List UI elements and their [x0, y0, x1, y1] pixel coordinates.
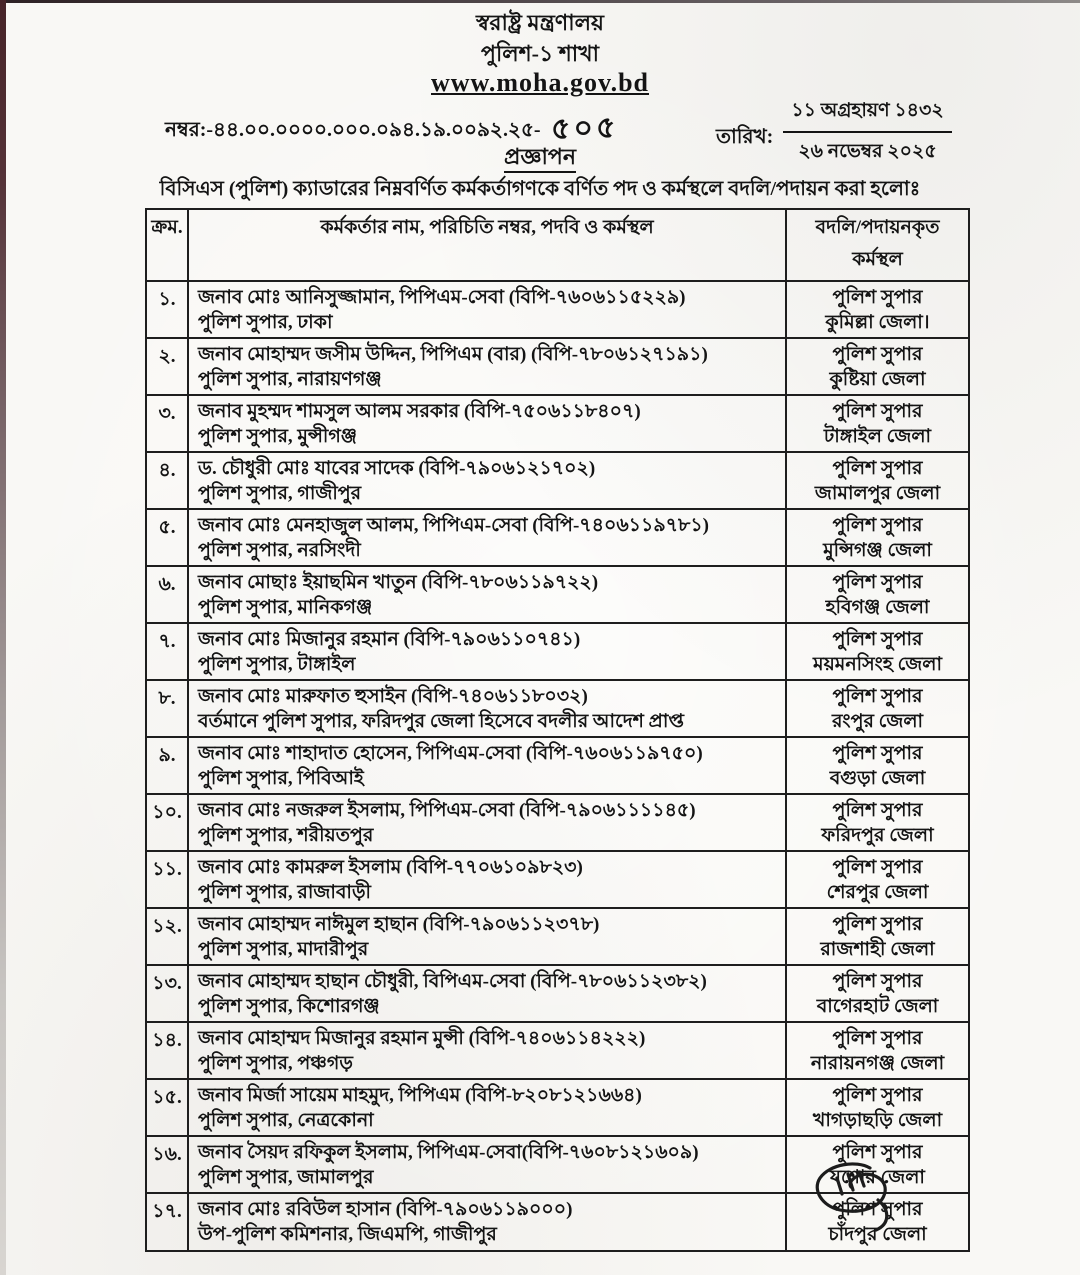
date-bangla: ১১ অগ্রহায়ণ ১৪৩২: [783, 96, 951, 133]
table-row: [146, 281, 969, 338]
serial-cell: ২.: [146, 338, 188, 395]
dest-post-line: পুলিশ সুপার: [832, 515, 923, 536]
officer-name-line: জনাব মোঃ শাহাদাত হোসেন, পিপিএম-সেবা (বিপি-৭৬০৬১১৯৭৫০): [198, 743, 703, 764]
serial-cell: ৪.: [146, 452, 188, 509]
officer-name-line: ড. চৌধুরী মোঃ যাবের সাদেক (বিপি-৭৯০৬১২১৭০২): [198, 458, 596, 479]
dest-post-line: পুলিশ সুপার: [832, 800, 923, 821]
officer-cell: [188, 452, 786, 509]
officer-name-line: জনাব মোহাম্মদ নাঈমুল হাছান (বিপি-৭৯০৬১১২৩৭৮): [198, 914, 600, 935]
officer-cell: [188, 1079, 786, 1136]
officer-cell: [188, 1022, 786, 1079]
dest-district-line: নারায়নগঞ্জ জেলা: [810, 1053, 945, 1074]
notification-title: প্রজ্ঞাপন: [504, 144, 576, 173]
serial-cell: ১৭.: [146, 1193, 188, 1251]
officer-cell: [188, 395, 786, 452]
table-row: [146, 908, 969, 965]
officer-cell: [188, 680, 786, 737]
officer-name-line: জনাব মোঃ মেনহাজুল আলম, পিপিএম-সেবা (বিপি-৭৪০৬১১৯৭৮১): [198, 515, 709, 536]
signature-scribble-icon: [806, 1158, 906, 1240]
table-header-row: [146, 209, 969, 281]
serial-cell: ১৩.: [146, 965, 188, 1022]
officer-name-line: জনাব মোঃ মিজানুর রহমান (বিপি-৭৯০৬১১০৭৪১): [198, 629, 581, 650]
serial-cell: ৮.: [146, 680, 188, 737]
table-row: [146, 395, 969, 452]
destination-cell: [786, 1022, 969, 1079]
officer-cell: [188, 737, 786, 794]
date-gregorian: ২৬ নভেম্বর ২০২৫: [798, 141, 937, 162]
table-row: [146, 680, 969, 737]
serial-cell: ১২.: [146, 908, 188, 965]
officer-name-line: জনাব মোঃ আনিসুজ্জামান, পিপিএম-সেবা (বিপি-৭৬০৬১১৫২২৯): [198, 287, 686, 308]
serial-cell: ১৪.: [146, 1022, 188, 1079]
officer-post-line: বর্তমানে পুলিশ সুপার, ফরিদপুর জেলা হিসেবে বদলীর আদেশ প্রাপ্ত: [198, 711, 684, 732]
dest-post-line: পুলিশ সুপার: [832, 401, 923, 422]
officer-name-line: জনাব মোছাঃ ইয়াছমিন খাতুন (বিপি-৭৮০৬১১৯৭২২): [198, 572, 599, 593]
table-row: [146, 737, 969, 794]
dest-district-line: যশোর জেলা: [830, 1167, 925, 1188]
officer-post-line: পুলিশ সুপার, রাজাবাড়ী: [198, 882, 371, 903]
table-row: [146, 1022, 969, 1079]
officer-post-line: পুলিশ সুপার, নেত্রকোনা: [198, 1110, 374, 1131]
officer-post-line: পুলিশ সুপার, ঢাকা: [198, 312, 333, 333]
destination-cell: [786, 338, 969, 395]
destination-cell: [786, 737, 969, 794]
officer-post-line: পুলিশ সুপার, শরীয়তপুর: [198, 825, 374, 846]
dest-district-line: কুষ্টিয়া জেলা: [829, 369, 926, 390]
destination-cell: [786, 566, 969, 623]
dest-post-line: পুলিশ সুপার: [832, 971, 923, 992]
officer-cell: [188, 509, 786, 566]
destination-cell: [786, 680, 969, 737]
officer-cell: [188, 338, 786, 395]
transfer-table: [145, 208, 970, 1252]
table-row: [146, 851, 969, 908]
officer-name-line: জনাব মোঃ নজরুল ইসলাম, পিপিএম-সেবা (বিপি-৭৯০৬১১১১৪৫): [198, 800, 696, 821]
officer-name-line: জনাব মোহাম্মদ জসীম উদ্দিন, পিপিএম (বার) (বিপি-৭৮০৬১২৭১৯১): [198, 344, 708, 365]
officer-cell: [188, 1136, 786, 1193]
dest-district-line: বাগেরহাট জেলা: [816, 996, 939, 1017]
destination-cell: [786, 395, 969, 452]
officer-name-line: জনাব মোঃ কামরুল ইসলাম (বিপি-৭৭০৬১০৯৮২৩): [198, 857, 583, 878]
destination-cell: [786, 851, 969, 908]
dest-post-line: পুলিশ সুপার: [832, 287, 923, 308]
officer-post-line: পুলিশ সুপার, টাঙ্গাইল: [198, 654, 356, 675]
dest-district-line: রাজশাহী জেলা: [820, 939, 935, 960]
officer-cell: [188, 908, 786, 965]
serial-cell: ১৫.: [146, 1079, 188, 1136]
memo-number-handwritten: ৫০৫: [550, 111, 619, 146]
ministry-name: স্বরাষ্ট্র মন্ত্রণালয়: [476, 10, 604, 35]
officer-post-line: পুলিশ সুপার, জামালপুর: [198, 1167, 374, 1188]
dest-district-line: শেরপুর জেলা: [826, 882, 929, 903]
destination-cell: [786, 452, 969, 509]
dest-post-line: পুলিশ সুপার: [832, 629, 923, 650]
officer-post-line: উপ-পুলিশ কমিশনার, জিএমপি, গাজীপুর: [198, 1224, 497, 1245]
table-row: [146, 566, 969, 623]
officer-name-line: জনাব মোহাম্মদ মিজানুর রহমান মুন্সী (বিপি-৭৪০৬১১৪২২২): [198, 1028, 646, 1049]
destination-cell: [786, 794, 969, 851]
dest-district-line: টাঙ্গাইল জেলা: [823, 426, 932, 447]
officer-post-line: পুলিশ সুপার, মানিকগঞ্জ: [198, 597, 373, 618]
officer-post-line: পুলিশ সুপার, নারায়ণগঞ্জ: [198, 369, 382, 390]
officer-name-line: জনাব মোঃ রবিউল হাসান (বিপি-৭৯০৬১১৯০০০): [198, 1199, 573, 1220]
officer-post-line: পুলিশ সুপার, মুন্সীগঞ্জ: [198, 426, 358, 447]
officer-post-line: পুলিশ সুপার, কিশোরগঞ্জ: [198, 996, 380, 1017]
dest-district-line: ফরিদপুর জেলা: [821, 825, 934, 846]
destination-cell: [786, 908, 969, 965]
branch-name: পুলিশ-১ শাখা: [481, 41, 599, 66]
date-label: তারিখ:: [716, 126, 774, 148]
serial-cell: ৫.: [146, 509, 188, 566]
dest-district-line: ময়মনসিংহ জেলা: [813, 654, 942, 675]
table-row: [146, 965, 969, 1022]
serial-cell: ১১.: [146, 851, 188, 908]
officer-post-line: পুলিশ সুপার, নরসিংদী: [198, 540, 361, 561]
table-row: [146, 509, 969, 566]
dest-post-line: পুলিশ সুপার: [832, 1085, 923, 1106]
officer-name-line: জনাব মোহাম্মদ হাছান চৌধুরী, বিপিএম-সেবা (বিপি-৭৮০৬১১২৩৮২): [198, 971, 707, 992]
officer-cell: [188, 851, 786, 908]
officer-cell: [188, 281, 786, 338]
dest-district-line: মুন্সিগঞ্জ জেলা: [823, 540, 932, 561]
dest-post-line: পুলিশ সুপার: [832, 1199, 923, 1220]
officer-name-line: জনাব মোঃ মারুফাত হুসাইন (বিপি-৭৪০৬১১৮০৩২): [198, 686, 588, 707]
col-header-detail: কর্মকর্তার নাম, পরিচিতি নম্বর, পদবি ও কর্মস্থল: [188, 209, 786, 281]
dest-post-line: পুলিশ সুপার: [832, 857, 923, 878]
dest-post-line: পুলিশ সুপার: [832, 686, 923, 707]
serial-cell: ১.: [146, 281, 188, 338]
destination-cell: [786, 281, 969, 338]
serial-cell: ৬.: [146, 566, 188, 623]
officer-post-line: পুলিশ সুপার, পঞ্চগড়: [198, 1053, 353, 1074]
officer-name-line: জনাব মুহম্মদ শামসুল আলম সরকার (বিপি-৭৫০৬১১৮৪০৭): [198, 401, 641, 422]
dest-district-line: বগুড়া জেলা: [829, 768, 926, 789]
dest-district-line: হবিগঞ্জ জেলা: [825, 597, 930, 618]
dest-post-line: পুলিশ সুপার: [832, 344, 923, 365]
serial-cell: ১৬.: [146, 1136, 188, 1193]
dest-post-line: পুলিশ সুপার: [832, 743, 923, 764]
intro-text: বিসিএস (পুলিশ) ক্যাডারের নিম্নবর্ণিত কর্মকর্তাগণকে বর্ণিত পদ ও কর্মস্থলে বদলি/পদায়ন করা হলোঃ: [159, 178, 921, 200]
website-url: www.moha.gov.bd: [431, 68, 649, 97]
dest-post-line: পুলিশ সুপার: [832, 458, 923, 479]
serial-cell: ৭.: [146, 623, 188, 680]
table-row: [146, 452, 969, 509]
dest-post-line: পুলিশ সুপার: [832, 914, 923, 935]
officer-name-line: জনাব মির্জা সায়েম মাহমুদ, পিপিএম (বিপি-৮২০৮১২১৬৬৪): [198, 1085, 642, 1106]
officer-cell: [188, 794, 786, 851]
destination-cell: [786, 509, 969, 566]
table-row: [146, 794, 969, 851]
dest-district-line: জামালপুর জেলা: [814, 483, 941, 504]
officer-post-line: পুলিশ সুপার, মাদারীপুর: [198, 939, 369, 960]
dest-district-line: কুমিল্লা জেলা।: [825, 312, 930, 333]
dest-post-line: পুলিশ সুপার: [832, 572, 923, 593]
officer-cell: [188, 566, 786, 623]
officer-cell: [188, 965, 786, 1022]
destination-cell: [786, 965, 969, 1022]
table-row: [146, 1079, 969, 1136]
destination-cell: [786, 623, 969, 680]
dest-post-line: পুলিশ সুপার: [832, 1028, 923, 1049]
memo-number: নম্বর:-৪৪.০০.০০০০.০০০.০৯৪.১৯.০০৯২.২৫-: [165, 119, 541, 141]
officer-post-line: পুলিশ সুপার, পিবিআই: [198, 768, 364, 789]
col-header-serial: ক্রম.: [146, 209, 188, 281]
notification-title-wrap: [0, 140, 1080, 177]
serial-cell: ১০.: [146, 794, 188, 851]
table-row: [146, 338, 969, 395]
col-header-destination: বদলি/পদায়নকৃত কর্মস্থল: [786, 209, 969, 281]
dest-district-line: চাঁদপুর জেলা: [828, 1224, 927, 1245]
officer-name-line: জনাব সৈয়দ রফিকুল ইসলাম, পিপিএম-সেবা(বিপি-৭৬০৮১২১৬০৯): [198, 1142, 699, 1163]
officer-post-line: পুলিশ সুপার, গাজীপুর: [198, 483, 362, 504]
table-row: [146, 623, 969, 680]
dest-district-line: খাগড়াছড়ি জেলা: [812, 1110, 943, 1131]
serial-cell: ৯.: [146, 737, 188, 794]
destination-cell: [786, 1079, 969, 1136]
officer-cell: [188, 1193, 786, 1251]
dest-district-line: রংপুর জেলা: [831, 711, 924, 732]
dest-post-line: পুলিশ সুপার: [832, 1142, 923, 1163]
officer-cell: [188, 623, 786, 680]
serial-cell: ৩.: [146, 395, 188, 452]
photo-top-edge: [0, 0, 1080, 3]
